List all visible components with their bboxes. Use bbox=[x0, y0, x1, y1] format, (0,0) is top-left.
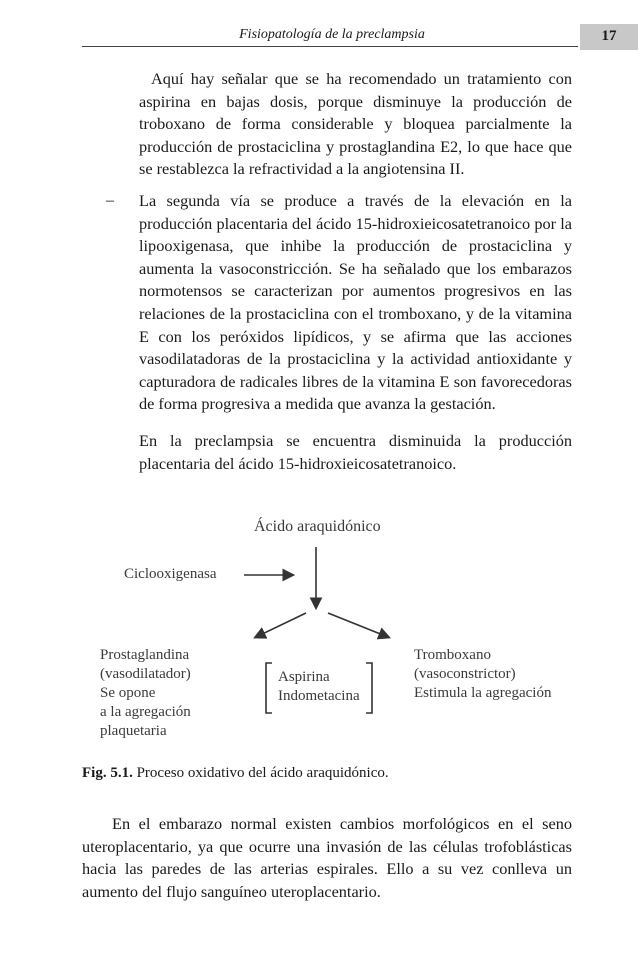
node-inhibitor-line: Indometacina bbox=[278, 688, 360, 704]
paragraph-preeclampsia-text: En la preclampsia se encuentra disminuida la producción placentaria del ácido 15-hidroxieicosatetranoico. bbox=[139, 431, 572, 473]
node-prostaglandin-line: (vasodilatador) bbox=[100, 666, 191, 682]
node-inhibitor-line: Aspirina bbox=[278, 669, 330, 685]
paragraph-second-pathway-text: La segunda vía se produce a través de la elevación en la producción placentaria del ácido 15-hidroxieicosatetranoico por la lipooxigenasa, que inhibe la producción de prostaciclina y aumenta la vasoconstricción. Se ha señalado que los embarazos normotensos se caracterizan por aumentos progresivos en las relaciones de la prostaciclina con el tromboxano, y de la vitamina E con los peróxidos lipídicos, y se afirma que las acciones vasodilatadoras de la prostaciclina y la actividad antioxidante y capturadora de radicales libres de la vitamina E son favorecedoras de forma progresiva a medida que avanza la gestación. bbox=[139, 191, 572, 414]
left-bracket bbox=[266, 663, 272, 713]
figure-caption-text: Proceso oxidativo del ácido araquidónico. bbox=[136, 765, 389, 781]
right-branch-arrow bbox=[328, 613, 388, 637]
paragraph-aspirin-text: Aquí hay señalar que se ha recomendado un tratamiento con aspirina en bajas dosis, porque disminuye la producción de troboxano de forma considerable y bloquea parcialmente la producción de prostaciclina y prostaglandina E2, lo que hace que se restablezca la refractividad a la angiotensina II. bbox=[139, 69, 572, 179]
node-prostaglandin-line: Se opone bbox=[100, 685, 156, 701]
node-thromboxane bbox=[414, 646, 551, 703]
node-prostaglandin-line: Prostaglandina bbox=[100, 647, 190, 663]
paragraph-normal-pregnancy bbox=[82, 813, 572, 903]
left-branch-arrow bbox=[256, 613, 306, 637]
node-thromboxane-line: Tromboxano bbox=[414, 647, 491, 663]
node-prostaglandin bbox=[100, 646, 191, 741]
list-dash: – bbox=[106, 192, 114, 209]
node-prostaglandin-line: plaquetaria bbox=[100, 723, 167, 739]
node-inhibitors bbox=[278, 668, 360, 706]
page-number-box bbox=[580, 24, 638, 50]
page-number: 17 bbox=[601, 28, 617, 44]
node-thromboxane-line: Estimula la agregación bbox=[414, 685, 552, 701]
node-arachidonic-acid: Ácido araquidónico bbox=[254, 518, 381, 535]
paragraph-aspirin bbox=[139, 68, 572, 181]
running-header bbox=[82, 27, 582, 45]
right-bracket bbox=[366, 663, 372, 713]
figure-caption bbox=[82, 765, 389, 782]
figure-label: Fig. 5.1. bbox=[82, 765, 133, 781]
node-thromboxane-line: (vasoconstrictor) bbox=[414, 666, 516, 682]
header-rule bbox=[82, 46, 578, 47]
paragraph-preeclampsia bbox=[139, 430, 572, 475]
arachidonic-acid-diagram bbox=[96, 515, 576, 745]
node-cyclooxygenase: Ciclooxigenasa bbox=[124, 566, 217, 582]
node-prostaglandin-line: a la agregación bbox=[100, 704, 191, 720]
running-title: Fisiopatología de la preclampsia bbox=[239, 27, 425, 42]
paragraph-normal-pregnancy-text: En el embarazo normal existen cambios morfológicos en el seno uteroplacentario, ya que ocurre una invasión de las células trofoblásticas hacia las paredes de las arterias espirales. Ello a su vez conlleva un aumento del flujo sanguíneo uteroplacentario. bbox=[82, 814, 572, 901]
paragraph-second-pathway bbox=[139, 190, 572, 416]
